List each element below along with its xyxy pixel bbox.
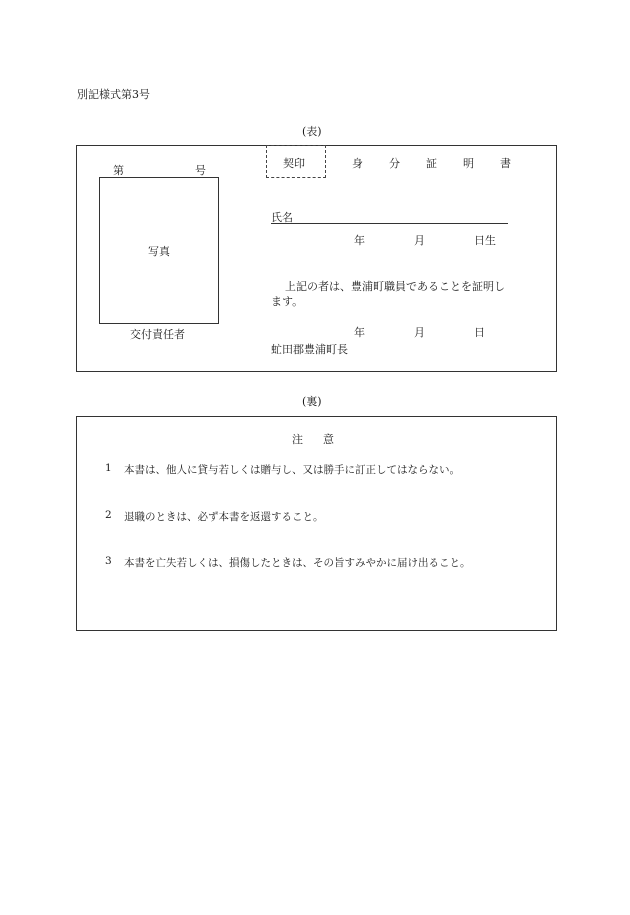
note-number: 3 xyxy=(105,555,112,567)
certify-text-line1: 上記の者は、豊浦町職員であることを証明し xyxy=(285,280,505,293)
name-label: 氏名 xyxy=(271,211,293,224)
seal-label: 契印 xyxy=(283,157,305,170)
note-text: 退職のときは、必ず本書を返還すること。 xyxy=(124,511,324,523)
photo-label: 写真 xyxy=(148,245,170,258)
number-prefix: 第 xyxy=(113,164,124,177)
notice-title: 注意 xyxy=(292,433,354,446)
issuer-name: 虻田郡豊浦町長 xyxy=(271,343,348,356)
birth-day: 日生 xyxy=(474,234,496,247)
issuer-label: 交付責任者 xyxy=(130,328,185,341)
front-heading: (表) xyxy=(302,125,322,138)
form-label: 別記様式第3号 xyxy=(77,88,150,101)
issue-day: 日 xyxy=(474,326,485,339)
name-underline xyxy=(271,223,508,224)
note-number: 1 xyxy=(105,462,112,474)
note-text: 本書を亡失若しくは、損傷したときは、その旨すみやかに届け出ること。 xyxy=(124,557,471,569)
issue-month: 月 xyxy=(414,326,425,339)
birth-month: 月 xyxy=(414,234,425,247)
note-text: 本書は、他人に貸与若しくは贈与し、又は勝手に訂正してはならない。 xyxy=(124,464,460,476)
certify-text-line2: ます。 xyxy=(271,295,304,308)
issue-year: 年 xyxy=(354,326,365,339)
back-heading: (裏) xyxy=(302,395,322,408)
note-number: 2 xyxy=(105,509,112,521)
card-title: 身分証明書 xyxy=(352,157,537,170)
birth-year: 年 xyxy=(354,234,365,247)
number-suffix: 号 xyxy=(195,164,206,177)
